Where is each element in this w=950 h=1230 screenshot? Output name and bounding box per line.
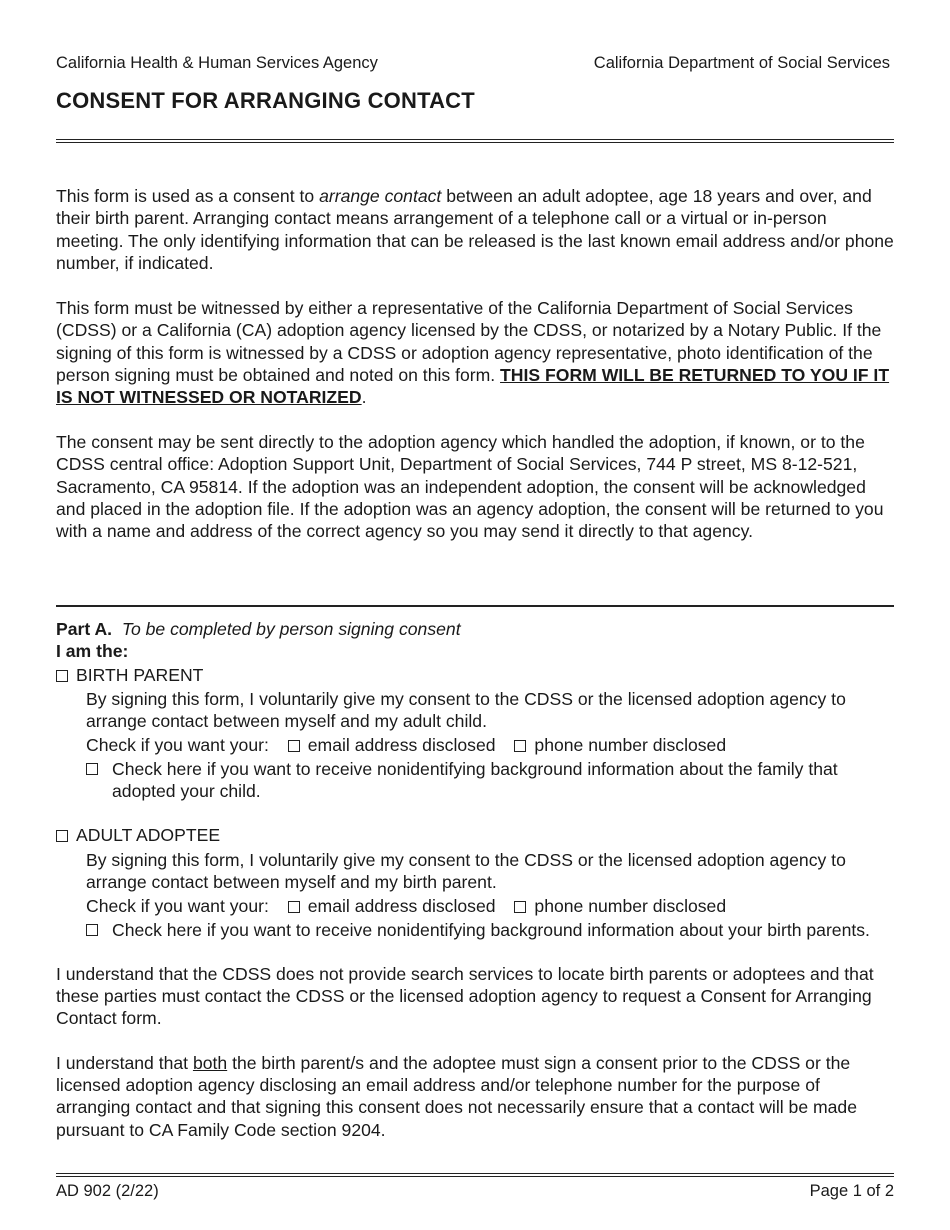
- adult-adoptee-phone-checkbox[interactable]: [514, 901, 526, 913]
- page-title: CONSENT FOR ARRANGING CONTACT: [56, 88, 475, 113]
- intro-paragraph-1: This form is used as a consent to arrange contact between an adult adoptee, age 18 years and over, and their birth parent. Arranging contact means arrangement of a telephone call or a virtual or in-person meeting. The only identifying information that can be released is the last known email address and/or phone number, if indicated.: [56, 186, 894, 273]
- footer-divider: [56, 1173, 894, 1177]
- arrange-contact-emphasis: arrange contact: [319, 186, 442, 206]
- part-a-instruction: To be completed by person signing consent: [121, 619, 461, 639]
- adult-adoptee-background-checkbox[interactable]: [86, 924, 98, 936]
- birth-parent-consent: By signing this form, I voluntarily give my consent to the CDSS or the licensed adoption agency to arrange contact between myself and my adult child.: [86, 688, 846, 732]
- intro-paragraph-2: This form must be witnessed by either a representative of the California Department of Social Services (CDSS) or a California (CA) adoption agency licensed by the CDSS, or notarized by a Notary Public. If the signing of this form is witnessed by a CDSS or adoption agency representative, photo identification of the person signing must be obtained and noted on this form. THIS FORM WILL BE RETURNED TO YOU IF IT IS NOT WITNESSED OR NOTARIZED.: [56, 298, 890, 408]
- understanding-statement-2: I understand that both the birth parent/s and the adoptee must sign a consent prior to the CDSS or the licensed adoption agency disclosing an email address and/or telephone number for the purpose of arranging contact and that signing this consent does not necessarily ensure that a contact will be made pursuant to CA Family Code section 9204.: [56, 1052, 857, 1140]
- i-am-label: I am the:: [56, 641, 129, 662]
- adult-adoptee-email-checkbox[interactable]: [288, 901, 300, 913]
- adult-adoptee-background-label: Check here if you want to receive nonidentifying background information about your birth parents.: [112, 919, 870, 940]
- witness-warning: THIS FORM WILL BE RETURNED TO YOU IF IT IS NOT WITNESSED OR NOTARIZED: [56, 364, 890, 408]
- birth-parent-label: BIRTH PARENT: [76, 664, 204, 685]
- agency-name-left: California Health & Human Services Agency: [56, 54, 378, 72]
- page-number: Page 1 of 2: [809, 1182, 894, 1200]
- agency-name-right: California Department of Social Services: [593, 54, 890, 72]
- adult-adoptee-label: ADULT ADOPTEE: [76, 825, 221, 846]
- form-id: AD 902 (2/22): [56, 1182, 159, 1200]
- birth-parent-checkbox[interactable]: [56, 670, 68, 682]
- birth-parent-email-checkbox[interactable]: [288, 740, 300, 752]
- intro-paragraph-3: The consent may be sent directly to the adoption agency which handled the adoption, if known, or to the CDSS central office: Adoption Support Unit, Department of Social Services, 744 P street, MS 8-12-521, Sacramento, CA 95814. If the adoption was an independent adoption, the consent will be acknowledged and placed in the adoption file. If the adoption was an agency adoption, the consent will be returned to you with a name and address of the correct agency so you may send it directly to that agency.: [56, 432, 884, 542]
- birth-parent-background-label: Check here if you want to receive nonidentifying background information about the family that adopted your child.: [112, 758, 838, 802]
- adult-adoptee-email-label: email address disclosed: [307, 896, 496, 917]
- birth-parent-email-label: email address disclosed: [307, 735, 496, 756]
- understanding-statement-1: I understand that the CDSS does not provide search services to locate birth parents or adoptees and that these parties must contact the CDSS or the licensed adoption agency to request a Consent for Arranging Contact form.: [56, 963, 874, 1029]
- adult-adoptee-check-prompt: Check if you want your:: [86, 896, 269, 917]
- part-a-label: Part A.: [56, 619, 113, 639]
- adult-adoptee-checkbox[interactable]: [56, 830, 68, 842]
- birth-parent-phone-checkbox[interactable]: [514, 740, 526, 752]
- title-divider: [56, 139, 894, 143]
- birth-parent-phone-label: phone number disclosed: [534, 735, 727, 756]
- birth-parent-check-prompt: Check if you want your:: [86, 735, 269, 756]
- birth-parent-background-checkbox[interactable]: [86, 763, 98, 775]
- part-a-section: [56, 618, 894, 1141]
- adult-adoptee-consent: By signing this form, I voluntarily give my consent to the CDSS or the licensed adoption agency to arrange contact between myself and my birth parent.: [86, 849, 846, 892]
- adult-adoptee-phone-label: phone number disclosed: [534, 896, 727, 917]
- section-divider: [56, 605, 894, 607]
